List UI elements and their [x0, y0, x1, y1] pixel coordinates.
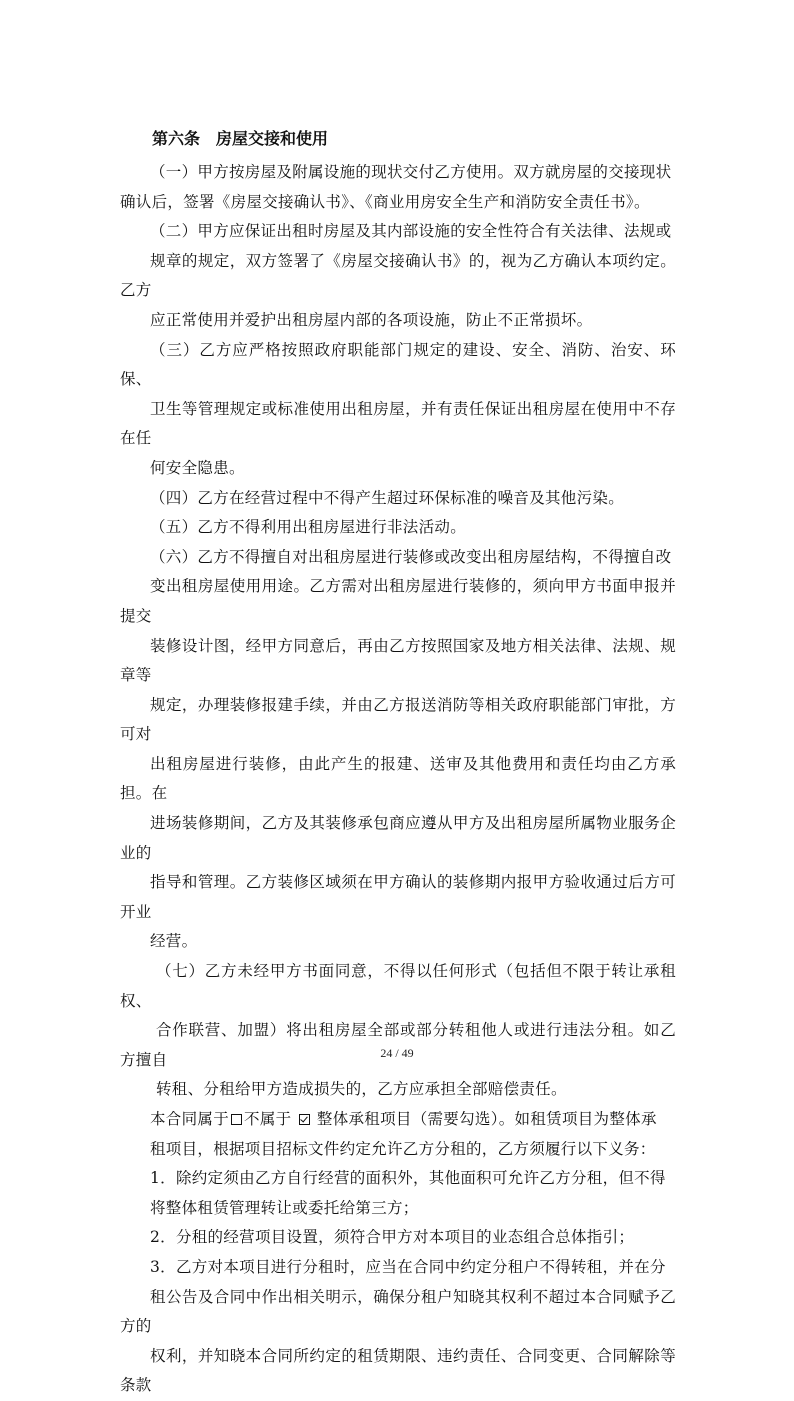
- text-line: 合作联营、加盟）将出租房屋全部或部分转租他人或进行违法分租。如乙方擅自: [120, 1021, 676, 1069]
- text-line: 卫生等管理规定或标准使用出租房屋，并有责任保证出租房屋在使用中不存在任: [120, 399, 676, 448]
- belongs-checkbox[interactable]: [231, 1114, 242, 1125]
- paragraph-8: [120, 1105, 676, 1164]
- paragraph-6: [120, 543, 676, 957]
- text-span: 本合同属于: [150, 1110, 230, 1128]
- text-line: 3．乙方对本项目进行分租时，应当在合同中约定分租户不得转租，并在分: [150, 1257, 666, 1276]
- text-line: （四）乙方在经营过程中不得产生超过环保标准的噪音及其他污染。: [150, 488, 625, 507]
- paragraph-1: [120, 158, 676, 217]
- paragraph-2: [120, 217, 676, 335]
- text-line: 变出租房屋使用用途。乙方需对出租房屋进行装修的，须向甲方书面申报并提交: [120, 577, 676, 625]
- text-line: （五）乙方不得利用出租房屋进行非法活动。: [150, 518, 467, 537]
- page-content: [120, 128, 676, 1401]
- text-line: （一）甲方按房屋及附属设施的现状交付乙方使用。双方就房屋的交接现状: [150, 163, 672, 181]
- text-line: 规章的规定，双方签署了《房屋交接确认书》的，视为乙方确认本项约定。乙方: [120, 251, 676, 300]
- paragraph-7: [120, 957, 676, 1105]
- text-line: 规定，办理装修报建手续，并由乙方报送消防等相关政府职能部门审批，方可对: [120, 695, 676, 744]
- text-line: （七）乙方未经甲方书面同意，不得以任何形式（包括但不限于转让承租权、: [120, 962, 676, 1010]
- paragraph-4: [120, 484, 676, 514]
- section-heading: 第六条 房屋交接和使用: [152, 129, 329, 148]
- text-line: 租项目，根据项目招标文件约定允许乙方分租的，乙方须履行以下义务：: [150, 1139, 656, 1158]
- paragraph-5: [120, 513, 676, 543]
- text-line: 2．分租的经营项目设置，须符合甲方对本项目的业态组合总体指引；: [150, 1228, 635, 1247]
- text-line: 应正常使用并爱护出租房屋内部的各项设施，防止不正常损坏。: [150, 310, 593, 329]
- text-line: 何安全隐患。: [150, 458, 245, 477]
- text-span: 整体承租项目（需要勾选）。如租赁项目为整体承: [316, 1110, 657, 1128]
- not-belongs-checkbox[interactable]: [299, 1114, 310, 1125]
- text-line: 指导和管理。乙方装修区域须在甲方确认的装修期内报甲方验收通过后方可开业: [120, 873, 676, 921]
- paragraph-9: [120, 1164, 676, 1223]
- text-line: 将整体租赁管理转让或委托给第三方；: [150, 1198, 419, 1217]
- text-span: 不属于: [244, 1110, 292, 1128]
- text-line: 装修设计图，经甲方同意后，再由乙方按照国家及地方相关法律、法规、规章等: [120, 636, 676, 685]
- page-number: 24 / 49: [380, 1046, 414, 1060]
- text-line: 权利，并知晓本合同所约定的租赁期限、违约责任、合同变更、合同解除等条款: [120, 1346, 676, 1395]
- paragraph-11: [120, 1253, 676, 1401]
- text-line: 确认后，签署《房屋交接确认书》、《商业用房安全生产和消防安全责任书》。: [120, 192, 650, 211]
- text-line: 1．除约定须由乙方自行经营的面积外，其他面积可允许乙方分租，但不得: [150, 1169, 666, 1188]
- paragraph-3: [120, 336, 676, 484]
- text-line: （六）乙方不得擅自对出租房屋进行装修或改变出租房屋结构，不得擅自改: [150, 547, 672, 566]
- text-line: 出租房屋进行装修，由此产生的报建、送审及其他费用和责任均由乙方承担。在: [120, 754, 676, 803]
- text-line: 租公告及合同中作出相关明示，确保分租户知晓其权利不超过本合同赋予乙方的: [120, 1287, 676, 1336]
- text-line: [120, 1105, 676, 1135]
- text-line: （二）甲方应保证出租时房屋及其内部设施的安全性符合有关法律、法规或: [150, 222, 672, 241]
- text-line: 进场装修期间，乙方及其装修承包商应遵从甲方及出租房屋所属物业服务企业的: [120, 814, 676, 862]
- paragraph-10: [120, 1223, 676, 1253]
- text-line: 经营。: [150, 932, 198, 951]
- text-line: 转租、分租给甲方造成损失的，乙方应承担全部赔偿责任。: [156, 1080, 567, 1099]
- text-line: （三）乙方应严格按照政府职能部门规定的建设、安全、消防、治安、环保、: [120, 340, 676, 389]
